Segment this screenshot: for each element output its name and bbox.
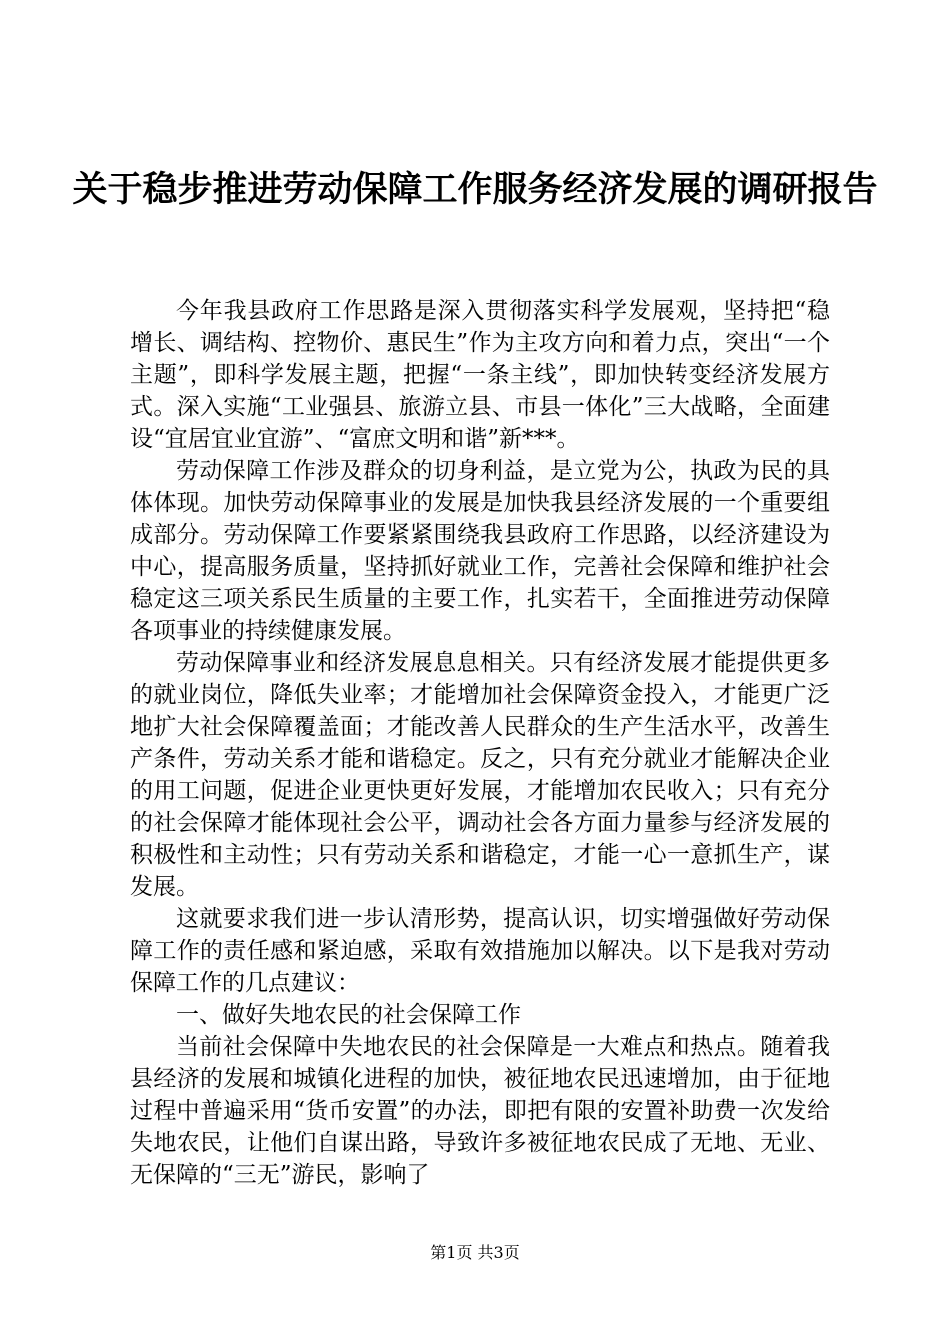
paragraph-5: 当前社会保障中失地农民的社会保障是一大难点和热点。随着我县经济的发展和城镇化进程的加快，被征地农民迅速增加，由于征地过程中普遍采用“货币安置”的办法，即把有限的安置补助费一次发给失地农民，让他们自谋出路，导致许多被征地农民成了无地、无业、无保障的“三无”游民，影响了 — [130, 1034, 830, 1188]
document-body — [130, 295, 830, 1191]
paragraph-2: 劳动保障工作涉及群众的切身利益，是立党为公，执政为民的具体体现。加快劳动保障事业的发展是加快我县经济发展的一个重要组成部分。劳动保障工作要紧紧围绕我县政府工作思路，以经济建设为中心，提高服务质量，坚持抓好就业工作，完善社会保障和维护社会稳定这三项关系民生质量的主要工作，扎实若干，全面推进劳动保障各项事业的持续健康发展。 — [130, 458, 830, 644]
paragraph-1: 今年我县政府工作思路是深入贯彻落实科学发展观，坚持把“稳增长、调结构、控物价、惠民生”作为主攻方向和着力点，突出“一个主题”，即科学发展主题，把握“一条主线”，即加快转变经济发展方式。深入实施“工业强县、旅游立县、市县一体化”三大战略，全面建设“宜居宜业宜游”、“富庶文明和谐”新***。 — [130, 298, 830, 452]
document-title: 关于稳步推进劳动保障工作服务经济发展的调研报告 — [72, 170, 878, 210]
section-heading-1: 一、做好失地农民的社会保障工作 — [176, 1002, 521, 1028]
paragraph-3: 劳动保障事业和经济发展息息相关。只有经济发展才能提供更多的就业岗位，降低失业率；才能增加社会保障资金投入，才能更广泛地扩大社会保障覆盖面；才能改善人民群众的生产生活水平，改善生产条件，劳动关系才能和谐稳定。反之，只有充分就业才能解决企业的用工问题，促进企业更快更好发展，才能增加农民收入；只有充分的社会保障才能体现社会公平，调动社会各方面力量参与经济发展的积极性和主动性；只有劳动关系和谐稳定，才能一心一意抓生产，谋发展。 — [130, 650, 830, 900]
page-footer: 第1页 共3页 — [430, 1243, 520, 1262]
paragraph-4: 这就要求我们进一步认清形势，提高认识，切实增强做好劳动保障工作的责任感和紧迫感，采取有效措施加以解决。以下是我对劳动保障工作的几点建议： — [130, 906, 830, 996]
